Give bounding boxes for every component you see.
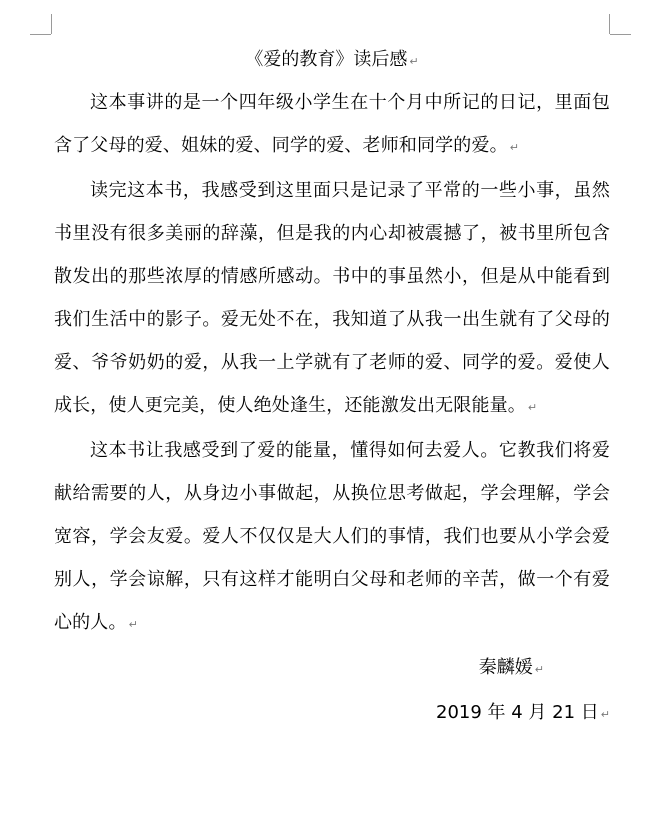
- paragraph-3-text: 这本书让我感受到了爱的能量，懂得如何去爱人。它教我们将爱献给需要的人，从身边小事做起，从换位思考做起，学会理解，学会宽容，学会友爱。爱人不仅仅是大人们的事情，我们也要从小学会爱别人，学会谅解，只有这样才能明白父母和老师的辛苦，做一个有爱心的人。: [54, 440, 610, 633]
- document-title: [54, 44, 610, 77]
- crop-mark-top-left-vertical: [51, 14, 52, 34]
- crop-mark-top-right-horizontal: [610, 34, 631, 35]
- document-body[interactable]: [54, 44, 610, 736]
- paragraph-2-text: 读完这本书，我感受到这里面只是记录了平常的一些小事，虽然书里没有很多美丽的辞藻，但是我的内心却被震撼了，被书里所包含散发出的那些浓厚的情感所感动。书中的事虽然小，但是从中能看到我们生活中的影子。爱无处不在，我知道了从我一出生就有了父母的爱、爷爷奶奶的爱，从我一上学就有了老师的爱、同学的爱。爱使人成长，使人更完美，使人绝处逢生，还能激发出无限能量。: [54, 180, 610, 416]
- paragraph-mark-icon: ↵: [409, 55, 419, 68]
- signature-date: [54, 691, 610, 736]
- paragraph-3: [54, 429, 610, 646]
- paragraph-mark-icon: ↵: [509, 141, 520, 154]
- paragraph-mark-icon: ↵: [600, 708, 610, 721]
- author-signature: [54, 646, 610, 691]
- author-name: 秦麟媛: [478, 657, 533, 678]
- paragraph-mark-icon: ↵: [527, 401, 538, 414]
- date-text: 2019 年 4 月 21 日: [436, 702, 599, 723]
- document-title-text: 《爱的教育》读后感: [245, 49, 408, 70]
- paragraph-1: [54, 81, 610, 169]
- crop-mark-top-right-vertical: [609, 14, 610, 34]
- paragraph-mark-icon: ↵: [534, 663, 544, 676]
- paragraph-mark-icon: ↵: [128, 618, 138, 631]
- crop-mark-top-left-horizontal: [30, 34, 51, 35]
- paragraph-2: [54, 169, 610, 429]
- paragraph-1-text: 这本事讲的是一个四年级小学生在十个月中所记的日记，里面包含了父母的爱、姐妹的爱、同学的爱、老师和同学的爱。: [54, 92, 610, 156]
